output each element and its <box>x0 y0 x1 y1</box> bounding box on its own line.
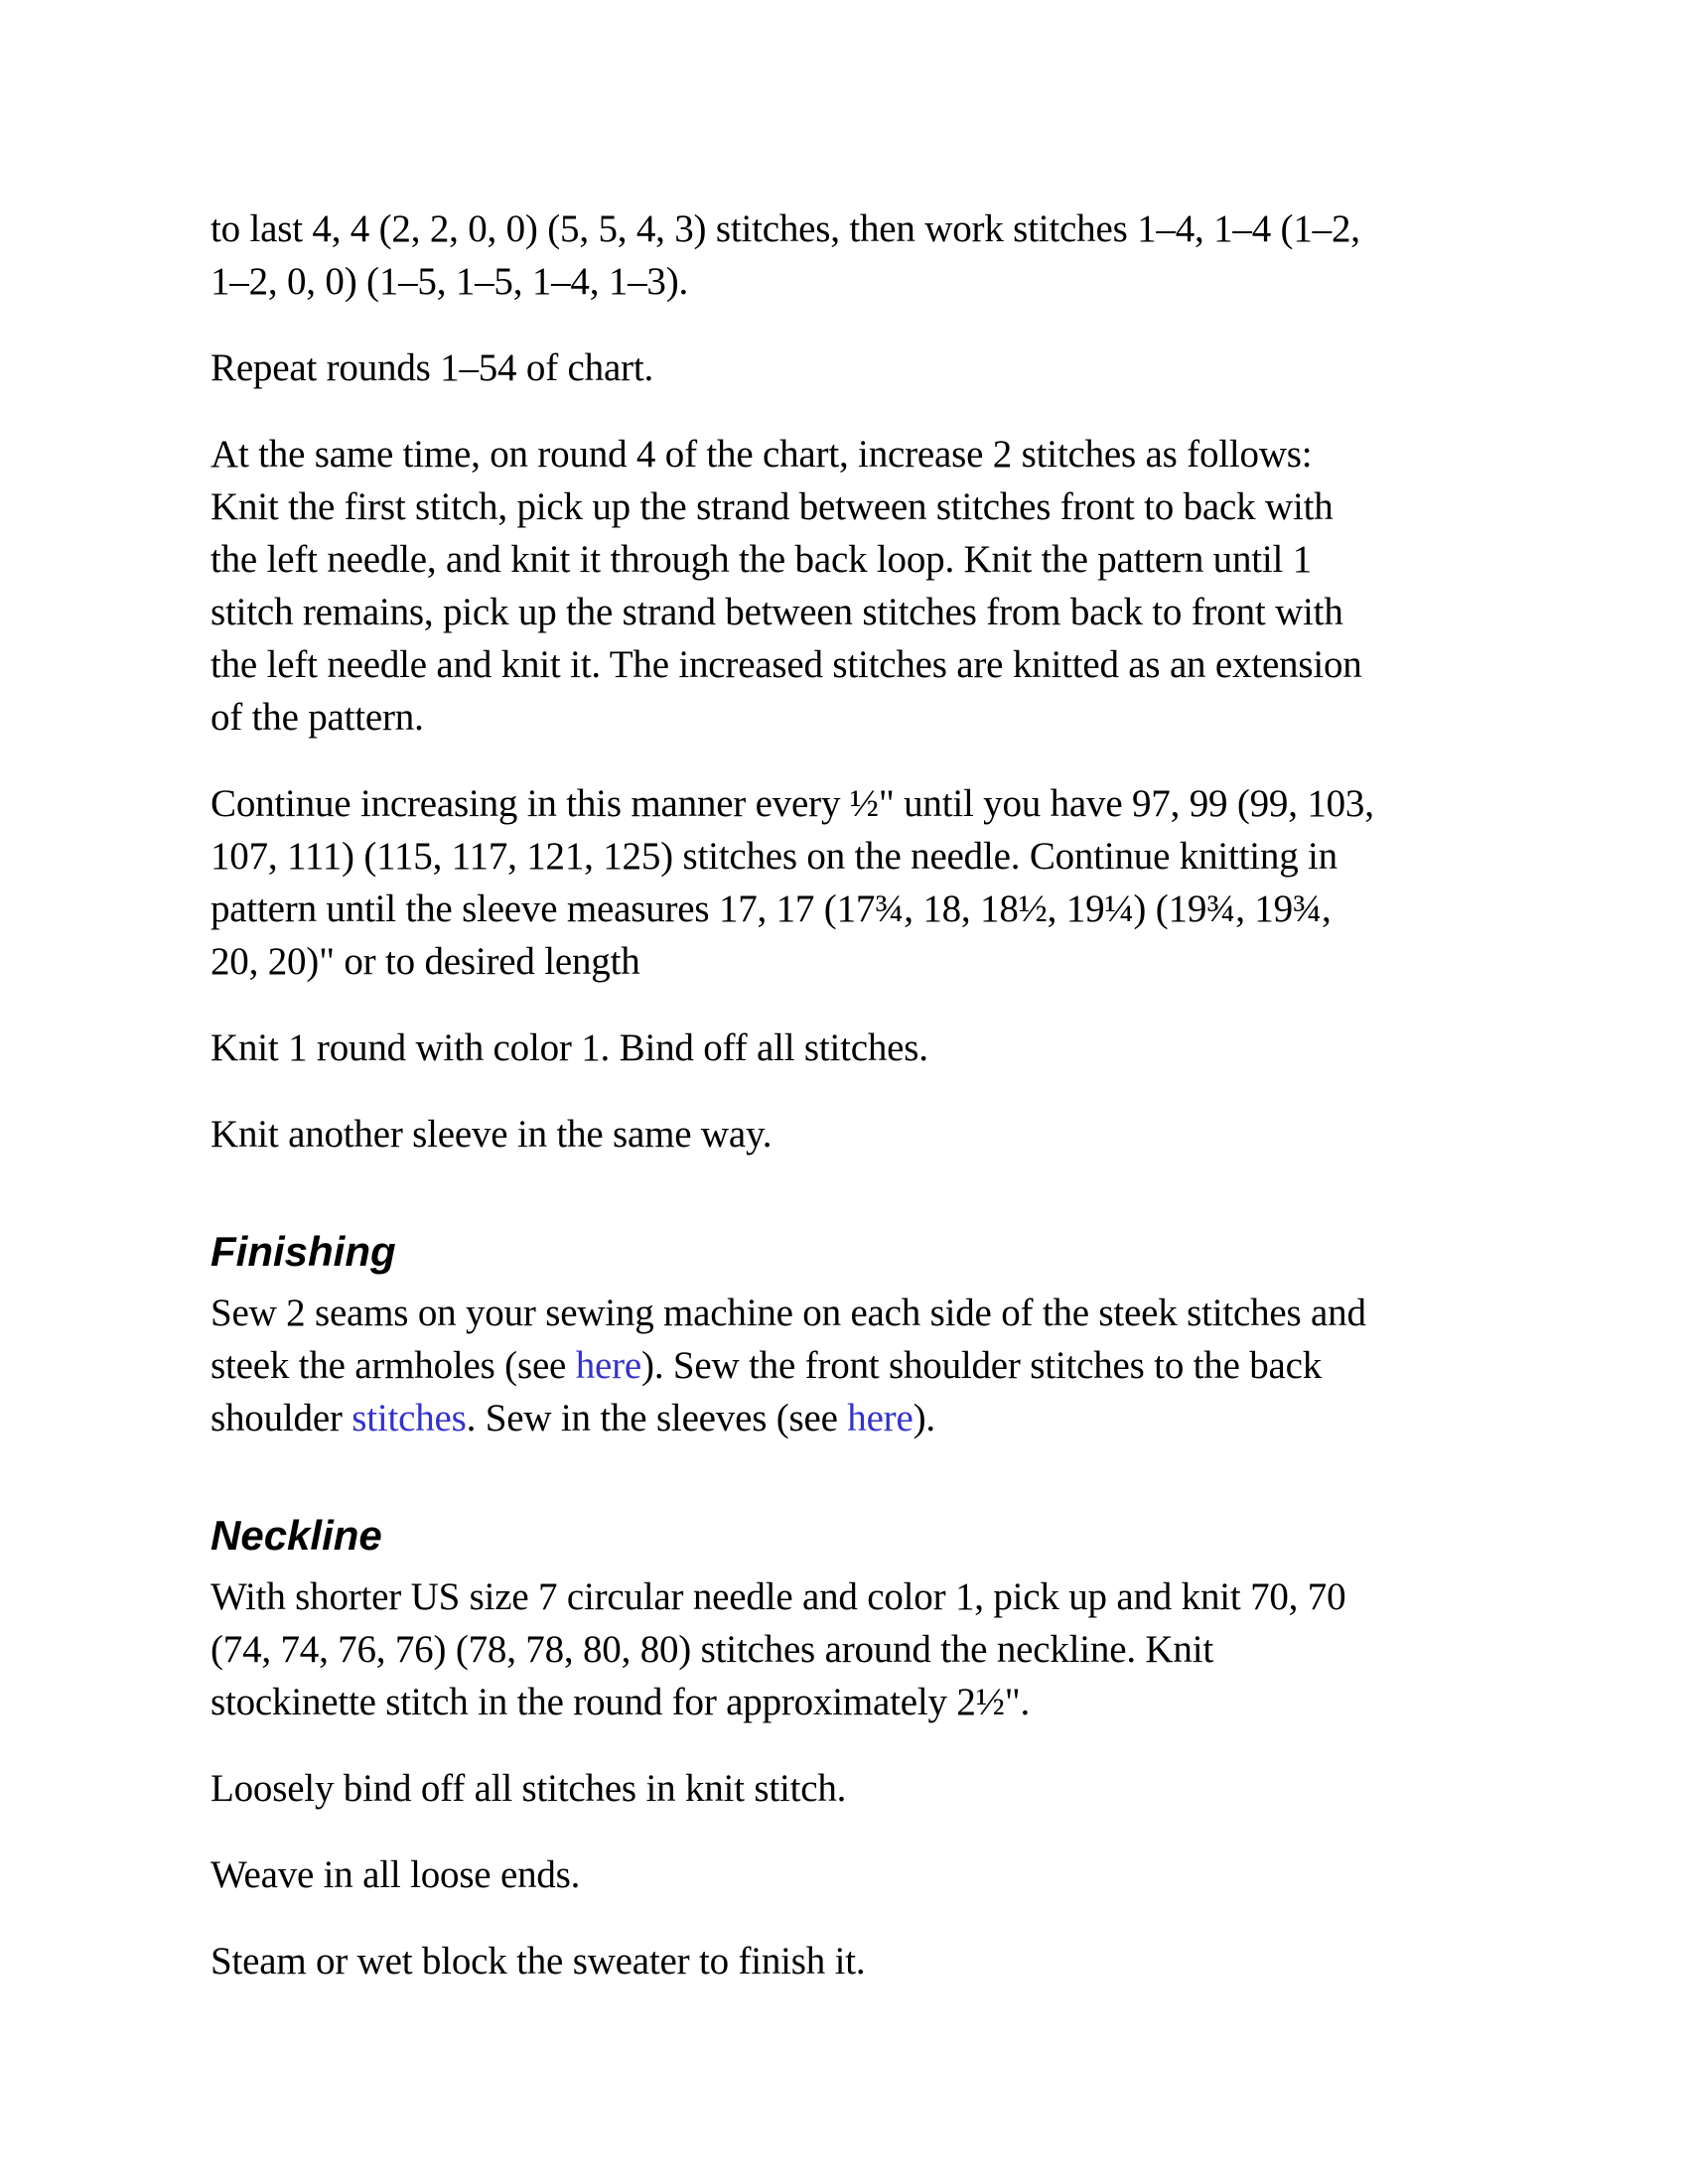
link-here-sleeves[interactable]: here <box>847 1397 914 1439</box>
para-repeat-rounds <box>211 341 1519 394</box>
text-run: Knit another sleeve in the same way. <box>211 1113 773 1156</box>
text-run: 20, 20)" or to desired length <box>211 940 640 983</box>
para-loose-bind-off <box>211 1762 1519 1815</box>
text-run: Continue increasing in this manner every ½" until you have 97, 99 (99, 103, <box>211 782 1374 825</box>
text-run: the left needle, and knit it through the back loop. Knit the pattern until 1 <box>211 538 1313 581</box>
text-run: 107, 111) (115, 117, 121, 125) stitches on the needle. Continue knitting in <box>211 835 1337 878</box>
text-run: Knit the first stitch, pick up the strand between stitches front to back with <box>211 485 1334 528</box>
heading-neckline: Neckline <box>211 1512 382 1559</box>
text-run: Knit 1 round with color 1. Bind off all stitches. <box>211 1026 928 1069</box>
document-body <box>211 203 1519 1987</box>
text-run: pattern until the sleeve measures 17, 17 (17¾, 18, 18½, 19¼) (19¾, 19¾, <box>211 887 1332 930</box>
para-continue-increasing <box>211 777 1519 988</box>
text-run: shoulder <box>211 1397 352 1439</box>
text-run: stockinette stitch in the round for approximately 2½". <box>211 1681 1031 1723</box>
text-run: Weave in all loose ends. <box>211 1853 581 1896</box>
text-run: steek the armholes (see <box>211 1344 576 1387</box>
text-run: With shorter US size 7 circular needle and color 1, pick up and knit 70, 70 <box>211 1575 1346 1618</box>
para-increase-instructions <box>211 428 1519 744</box>
para-block-sweater <box>211 1935 1519 1987</box>
text-run: (74, 74, 76, 76) (78, 78, 80, 80) stitches around the neckline. Knit <box>211 1628 1213 1671</box>
para-bind-off <box>211 1022 1519 1074</box>
para-stitch-work <box>211 203 1519 308</box>
text-run: At the same time, on round 4 of the chart, increase 2 stitches as follows: <box>211 433 1313 476</box>
text-run: ). Sew the front shoulder stitches to the back <box>641 1344 1323 1387</box>
para-weave-ends <box>211 1848 1519 1901</box>
link-stitches[interactable]: stitches <box>352 1397 467 1439</box>
para-neckline <box>211 1570 1519 1728</box>
heading-finishing: Finishing <box>211 1228 396 1275</box>
text-run: Loosely bind off all stitches in knit stitch. <box>211 1767 847 1810</box>
text-run: the left needle and knit it. The increased stitches are knitted as an extension <box>211 643 1362 686</box>
text-run: 1–2, 0, 0) (1–5, 1–5, 1–4, 1–3). <box>211 260 689 303</box>
para-second-sleeve <box>211 1108 1519 1160</box>
text-run: Sew 2 seams on your sewing machine on each side of the steek stitches and <box>211 1292 1366 1334</box>
text-run: Repeat rounds 1–54 of chart. <box>211 346 654 389</box>
link-here-steek[interactable]: here <box>575 1344 642 1387</box>
text-run: to last 4, 4 (2, 2, 0, 0) (5, 5, 4, 3) stitches, then work stitches 1–4, 1–4 (1–2, <box>211 207 1360 250</box>
text-run: . Sew in the sleeves (see <box>466 1397 848 1439</box>
text-run: stitch remains, pick up the strand between stitches from back to front with <box>211 591 1343 633</box>
para-finishing <box>211 1287 1519 1444</box>
text-run: of the pattern. <box>211 696 424 739</box>
text-run: ). <box>913 1397 935 1439</box>
text-run: Steam or wet block the sweater to finish it. <box>211 1940 866 1982</box>
